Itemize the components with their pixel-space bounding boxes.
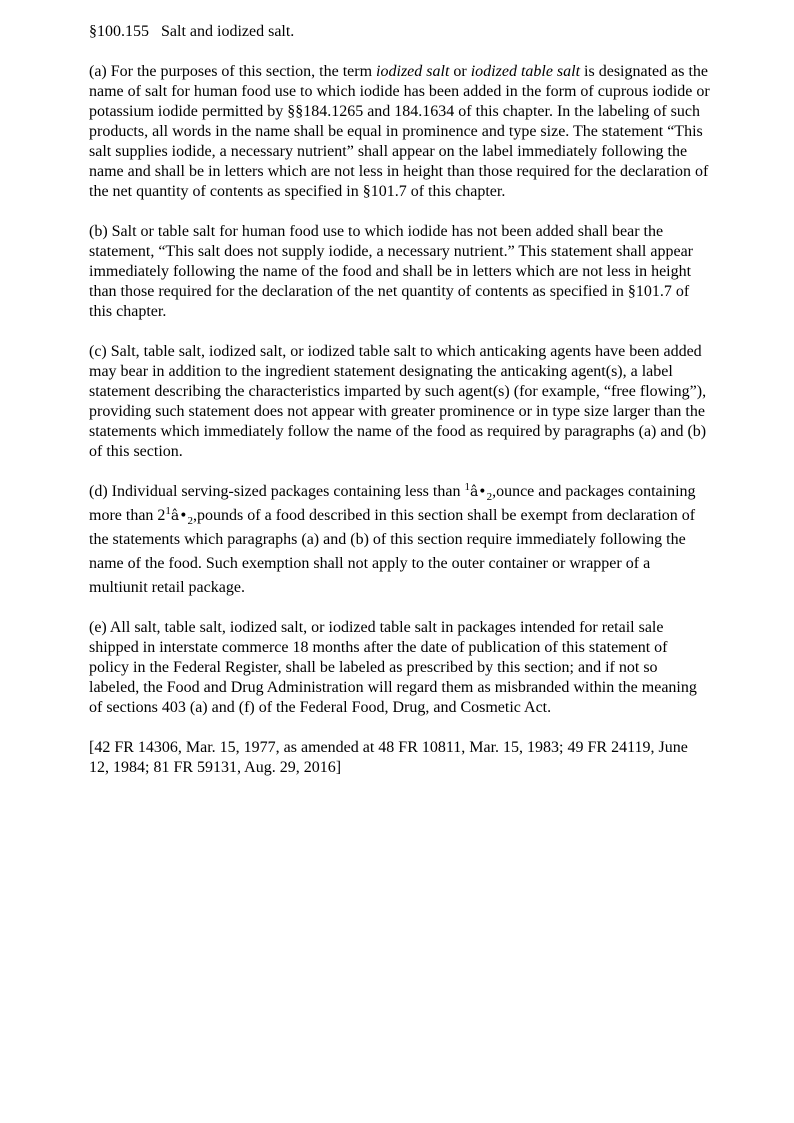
fraction-2-numerator: 1: [165, 505, 171, 517]
paragraph-b: (b) Salt or table salt for human food use to which iodide has not been added shall bear the statement, “This salt does not supply iodide, a necessary nutrient.” This statement shall appear immediately following the name of the food and shall be in letters which are not less in height than those required for the declaration of the net quantity of contents as specified in §101.7 of this chapter.: [89, 223, 693, 320]
source-citation: [42 FR 14306, Mar. 15, 1977, as amended at 48 FR 10811, Mar. 15, 1983; 49 FR 24119, June 12, 1984; 81 FR 59131, Aug. 29, 2016]: [89, 739, 688, 776]
paragraph-d-text-1: (d) Individual serving-sized packages containing less than: [89, 483, 465, 500]
fraction-2-glyph: â•: [170, 508, 188, 524]
paragraph-a-text-3: is designated as the name of salt for human food use to which iodide has been added in the form of cuprous iodide or potassium iodide permitted by §§184.1265 and 184.1634 of this chapter. In the labeling of such products, all words in the name shall be equal in prominence and type size. The statement “This salt supplies iodide, a necessary nutrient” shall appear on the label immediately following the name and shall be in letters which are not less in height than those required for the declaration of the net quantity of contents as specified in §101.7 of this chapter.: [89, 63, 710, 200]
paragraph-a-text-1: (a) For the purposes of this section, the term: [89, 63, 377, 80]
fraction-1-glyph: â•: [469, 484, 487, 500]
section-title: §100.155 Salt and iodized salt.: [89, 23, 295, 40]
paragraph-e: (e) All salt, table salt, iodized salt, or iodized table salt in packages intended for retail sale shipped in interstate commerce 18 months after the date of publication of this statement of policy in the Federal Register, shall be labeled as prescribed by this section; and if not so labeled, the Food and Drug Administration will regard them as misbranded within the meaning of sections 403 (a) and (f) of the Federal Food, Drug, and Cosmetic Act.: [89, 619, 697, 716]
document-page: [89, 22, 711, 778]
paragraph-d-text-3: ,pounds of a food described in this section shall be exempt from declaration of the statements which paragraphs (a) and (b) of this section require immediately following the name of the food. Such exemption shall not apply to the outer container or wrapper of a multiunit retail package.: [89, 507, 696, 596]
paragraph-d: [89, 480, 711, 600]
paragraph-a: [89, 62, 711, 202]
fraction-1-denominator: 2: [486, 491, 493, 503]
term-iodized-salt: iodized salt: [376, 63, 450, 80]
fraction-1-numerator: 1: [464, 481, 470, 493]
term-iodized-table-salt: iodized table salt: [470, 63, 581, 80]
paragraph-a-text-2: or: [449, 63, 471, 80]
fraction-2-denominator: 2: [187, 515, 194, 527]
paragraph-d-text-2: ,ounce and packages containing more than 2: [89, 483, 696, 524]
paragraph-c: (c) Salt, table salt, iodized salt, or iodized table salt to which anticaking agents have been added may bear in addition to the ingredient statement designating the anticaking agent(s), a label statement describing the characteristics imparted by such agent(s) (for example, “free flowing”), providing such statement does not appear with greater prominence or in type size larger than the statements which immediately follow the name of the food as required by paragraphs (a) and (b) of this section.: [89, 343, 707, 460]
